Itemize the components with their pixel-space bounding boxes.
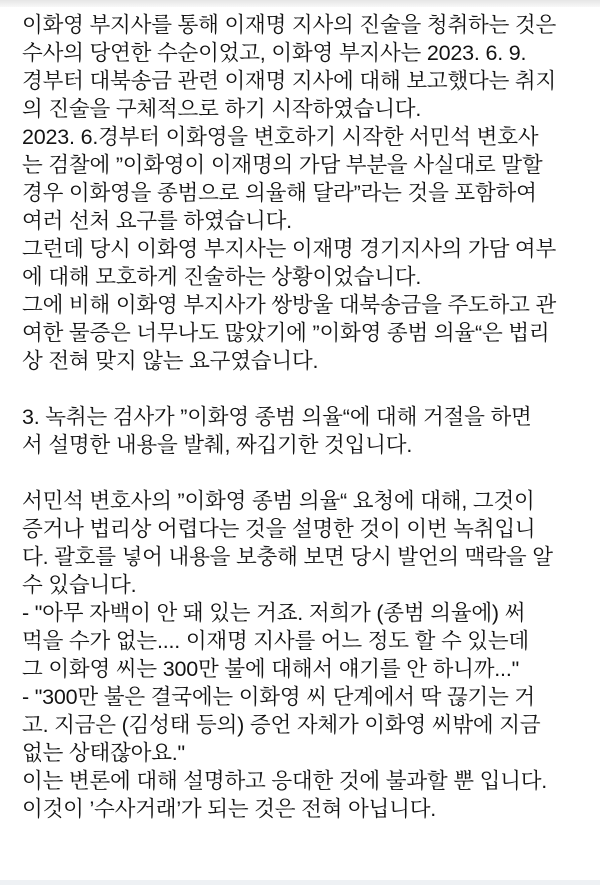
text-line: 없는 상태잖아요." xyxy=(22,741,185,765)
text-line: - "300만 불은 결국에는 이화영 씨 단계에서 딱 끊기는 거 xyxy=(22,685,536,709)
text-line: 상 전혀 맞지 않는 요구였습니다. xyxy=(22,349,319,373)
text-line: 고. 지금은 (김성태 등의) 증언 자체가 이화영 씨밖에 지금 xyxy=(22,713,541,737)
text-line: 의 진술을 구체적으로 하기 시작하였습니다. xyxy=(22,97,422,121)
text-line: 이것이 ’수사거래’가 되는 것은 전혀 아닙니다. xyxy=(22,797,437,821)
text-line: 서 설명한 내용을 발췌, 짜깁기한 것입니다. xyxy=(22,433,413,457)
text-line: 에 대해 모호하게 진술하는 상황이었습니다. xyxy=(22,265,422,289)
text-line: 이는 변론에 대해 설명하고 응대한 것에 불과할 뿐 입니다. xyxy=(22,769,548,793)
text-line: 그 이화영 씨는 300만 불에 대해서 얘기를 안 하니까..." xyxy=(22,657,520,681)
bottom-edge-band xyxy=(0,880,600,885)
text-line: 여러 선처 요구를 하였습니다. xyxy=(22,209,292,233)
text-line: - "아무 자백이 안 돼 있는 거죠. 저희가 (종범 의율에) 써 xyxy=(22,601,526,625)
text-line: 이화영 부지사를 통해 이재명 지사의 진술을 청취하는 것은 xyxy=(22,13,557,37)
text-line: 그에 비해 이화영 부지사가 쌍방울 대북송금을 주도하고 관 xyxy=(22,293,557,317)
text-line: 경부터 대북송금 관련 이재명 지사에 대해 보고했다는 취지 xyxy=(22,69,557,93)
text-line: 서민석 변호사의 ”이화영 종범 의율“ 요청에 대해, 그것이 xyxy=(22,489,535,513)
text-line: 먹을 수가 없는.... 이재명 지사를 어느 정도 할 수 있는데 xyxy=(22,629,530,653)
text-body xyxy=(22,11,582,823)
blank-line xyxy=(22,375,582,403)
text-line: 3. 녹취는 검사가 ”이화영 종범 의율“에 대해 거절을 하면 xyxy=(22,405,532,429)
text-line: 그런데 당시 이화영 부지사는 이재명 경기지사의 가담 여부 xyxy=(22,237,557,261)
text-line: 2023. 6.경부터 이화영을 변호하기 시작한 서민석 변호사 xyxy=(22,125,539,149)
text-line: 증거나 법리상 어렵다는 것을 설명한 것이 이번 녹취입니 xyxy=(22,517,536,541)
text-line: 다. 괄호를 넣어 내용을 보충해 보면 당시 발언의 맥락을 알 xyxy=(22,545,553,569)
text-line: 수 있습니다. xyxy=(22,573,137,597)
blank-line xyxy=(22,459,582,487)
text-line: 경우 이화영을 종범으로 의율해 달라”라는 것을 포함하여 xyxy=(22,181,537,205)
top-edge-band xyxy=(0,0,600,7)
text-line: 여한 물증은 너무나도 많았기에 ”이화영 종범 의율“은 법리 xyxy=(22,321,550,345)
text-line: 수사의 당연한 수순이었고, 이화영 부지사는 2023. 6. 9. xyxy=(22,41,527,65)
text-line: 는 검찰에 ”이화영이 이재명의 가담 부분을 사실대로 말할 xyxy=(22,153,543,177)
